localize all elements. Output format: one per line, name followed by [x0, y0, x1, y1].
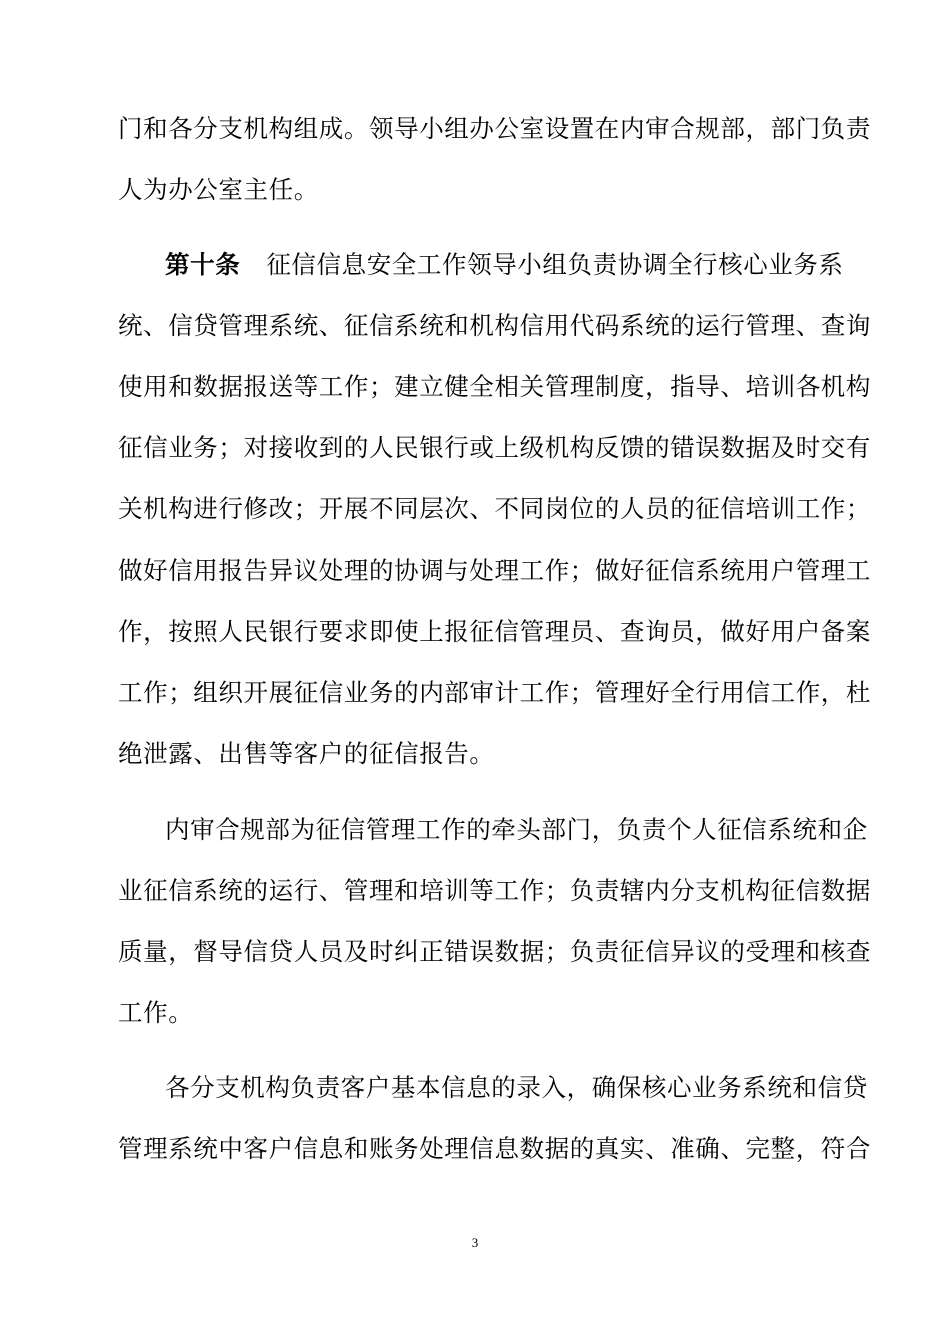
article-line: 征信业务；对接收到的人民银行或上级机构反馈的错误数据及时交有 — [118, 433, 871, 462]
article-line: 统、信贷管理系统、征信系统和机构信用代码系统的运行管理、查询 — [118, 311, 871, 340]
article-first-line-text: 征信信息安全工作领导小组负责协调全行核心业务系 — [266, 250, 844, 279]
paragraph-line: 人为办公室主任。 — [118, 175, 319, 204]
paragraph-line: 质量，督导信贷人员及时纠正错误数据；负责征信异议的受理和核查 — [118, 937, 871, 966]
paragraph-line: 管理系统中客户信息和账务处理信息数据的真实、准确、完整，符合 — [118, 1134, 871, 1163]
paragraph-line: 门和各分支机构组成。领导小组办公室设置在内审合规部，部门负责 — [118, 114, 871, 143]
article-line: 工作；组织开展征信业务的内部审计工作；管理好全行用信工作，杜 — [118, 678, 871, 707]
page-number: 3 — [471, 1235, 479, 1250]
paragraph-line: 各分支机构负责客户基本信息的录入，确保核心业务系统和信贷 — [165, 1073, 868, 1102]
article-line: 绝泄露、出售等客户的征信报告。 — [118, 739, 495, 768]
article-line: 做好信用报告异议处理的协调与处理工作；做好征信系统用户管理工 — [118, 556, 871, 585]
article-first-line — [165, 248, 844, 282]
article-line: 使用和数据报送等工作；建立健全相关管理制度，指导、培训各机构 — [118, 372, 871, 401]
article-line: 关机构进行修改；开展不同层次、不同岗位的人员的征信培训工作； — [118, 494, 871, 523]
paragraph-line: 内审合规部为征信管理工作的牵头部门，负责个人征信系统和企 — [165, 815, 868, 844]
article-heading: 第十条 — [165, 250, 241, 279]
article-line: 作，按照人民银行要求即使上报征信管理员、查询员，做好用户备案 — [118, 617, 871, 646]
paragraph-line: 工作。 — [118, 998, 194, 1027]
paragraph-line: 业征信系统的运行、管理和培训等工作；负责辖内分支机构征信数据 — [118, 876, 871, 905]
